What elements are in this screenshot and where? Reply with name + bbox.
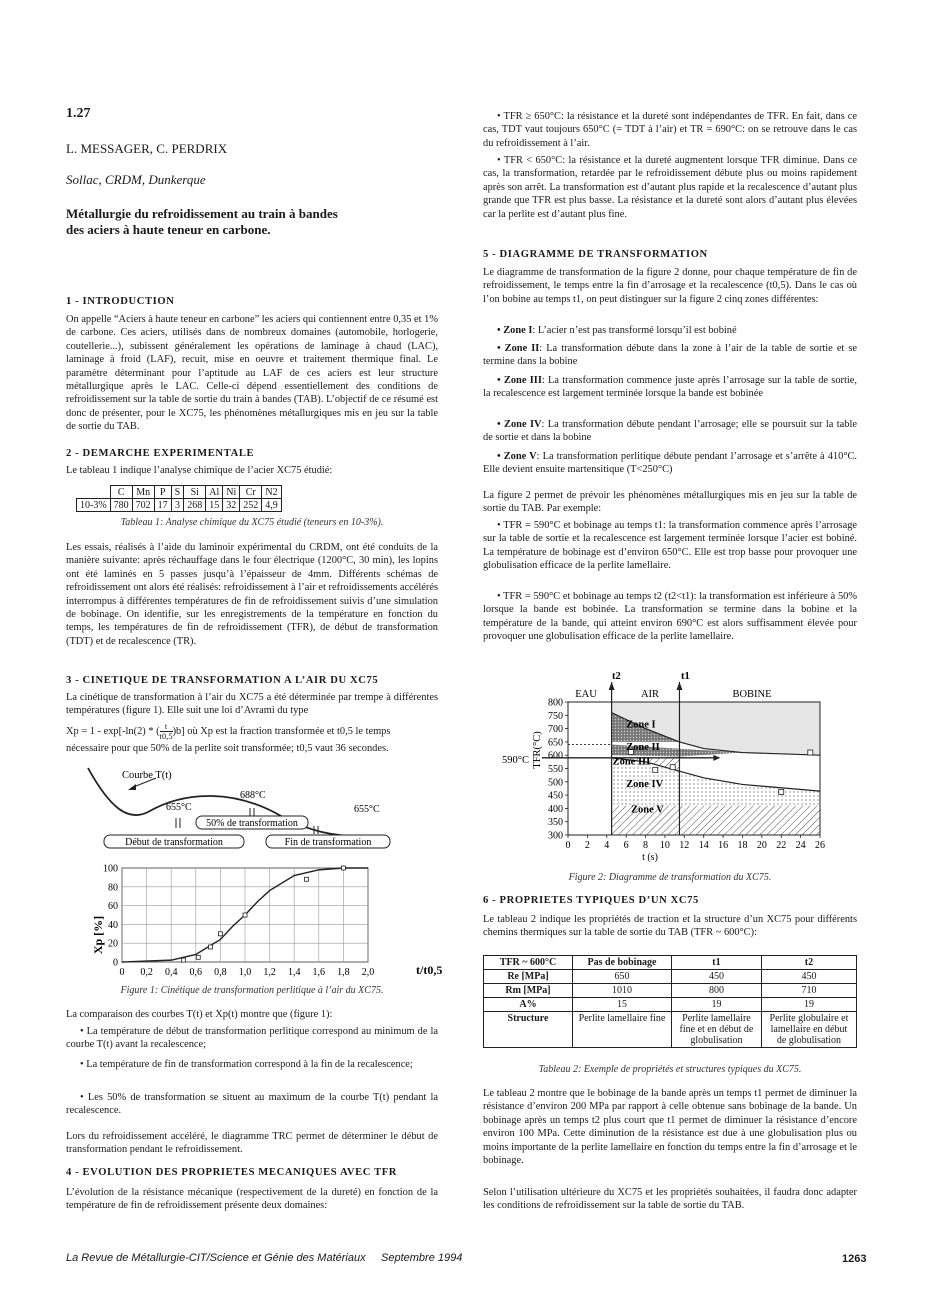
formula-part-b: )b] où Xp est la fraction transformée et t0,5 le temps xyxy=(172,725,391,737)
table-2-cell: Re [MPa] xyxy=(484,970,573,984)
tfr-bullet-1: • TFR ≥ 650°C: la résistance et la dureté sont indépendantes de TFR. En fait, dans ce cas, TDT vaut toujours 650°C (= TDT à l’air) et TR = 690°C: on se retrouve dans le cas du refroidissement à l’air. xyxy=(483,111,857,149)
fig1-data-point xyxy=(218,932,222,936)
fig1-x-tick-label: 0,4 xyxy=(164,967,178,978)
figure-2 xyxy=(500,670,840,870)
fig2-marker xyxy=(779,789,784,794)
fig1-data-point xyxy=(305,877,309,881)
table-1-cell: 702 xyxy=(132,499,154,512)
formula-numerator: t xyxy=(160,722,173,732)
table-2-cell: 1010 xyxy=(573,984,672,998)
table-2-cell: 800 xyxy=(672,984,762,998)
article-number: 1.27 xyxy=(66,106,91,121)
section-3-after-figure: La comparaison des courbes T(t) et Xp(t) montre que (figure 1): xyxy=(66,1009,333,1020)
zone-text: : La transformation commence juste après l’arrosage sur la table de sortie, la recalescence est largement terminée lorsque la bande est bobinée xyxy=(483,375,857,400)
fig2-x-tick-label: 6 xyxy=(623,840,629,851)
table-2-cell: 710 xyxy=(761,984,856,998)
t1-label: t1 xyxy=(681,671,690,682)
table-2-cell: 19 xyxy=(672,998,762,1012)
fig1-y-tick-label: 60 xyxy=(108,901,118,913)
zone-item xyxy=(483,374,857,401)
table-2-header: TFR ~ 600°C xyxy=(484,956,573,970)
table-2 xyxy=(483,955,857,1048)
section-5-heading: 5 - DIAGRAMME DE TRANSFORMATION xyxy=(483,249,708,260)
fig1-y-tick-label: 20 xyxy=(108,938,118,950)
table-1-header: Si xyxy=(184,486,206,499)
fig2-t1-line-arrowhead xyxy=(676,682,682,690)
section-4-text: L’évolution de la résistance mécanique (respectivement de la dureté) en fonction de la température de fin de refroidissement présente deux domaines: xyxy=(66,1187,438,1212)
table-1-value-row xyxy=(77,499,282,512)
table-2-header-row xyxy=(484,956,857,970)
fig2-x-tick-label: 2 xyxy=(584,840,590,851)
fig1-x-tick-label: 0,6 xyxy=(189,967,203,978)
table-1-cell: 15 xyxy=(206,499,223,512)
fig2-x-tick-label: 24 xyxy=(795,840,806,851)
section-5-para-2: La figure 2 permet de prévoir les phénomènes métallurgiques mis en jeu sur la table de sortie du TAB. Par exemple: xyxy=(483,490,857,515)
table-1-header: Mn xyxy=(132,486,154,499)
section-2-heading: 2 - DEMARCHE EXPERIMENTALE xyxy=(66,448,255,459)
zone-air-label: AIR xyxy=(640,689,660,700)
table-1-header: Cr xyxy=(240,486,262,499)
table-2-row xyxy=(484,984,857,998)
authors: L. MESSAGER, C. PERDRIX xyxy=(66,141,228,156)
table-2-cell: 450 xyxy=(672,970,762,984)
box-end-label: Fin de transformation xyxy=(284,837,372,848)
fig2-y-tick-label: 500 xyxy=(548,777,563,789)
fig1-y-tick-label: 0 xyxy=(113,957,118,969)
fig2-marker xyxy=(653,767,658,772)
figure-2-caption: Figure 2: Diagramme de transformation du XC75. xyxy=(568,872,772,883)
table-2-row xyxy=(484,998,857,1012)
temp-peak-label: 688°C xyxy=(240,790,266,801)
fig2-y-axis-label: TFR(°C) xyxy=(532,731,543,769)
fig1-y-axis-label: Xp [%] xyxy=(91,915,105,955)
fig2-y-tick-label: 800 xyxy=(548,697,563,709)
section-3-bullet: • La température de fin de transformation correspond à la fin de la recalescence; xyxy=(80,1059,413,1070)
table-2-cell: Perlite lamellaire fine et en début de globulisation xyxy=(672,1012,762,1048)
fig2-y-tick-label: 400 xyxy=(548,803,563,815)
title-line-2: des aciers à haute teneur en carbone. xyxy=(66,222,271,237)
figure-1-caption: Figure 1: Cinétique de transformation perlitique à l’air du XC75. xyxy=(120,985,384,996)
fig2-plot-area xyxy=(542,682,825,851)
zone-name: • Zone I xyxy=(497,325,533,336)
table-1-cell: 32 xyxy=(223,499,240,512)
zone-text: : La transformation débute dans la zone à l’air de la table de sortie et se termine dans la bobine xyxy=(483,343,857,368)
table-2-cell: 15 xyxy=(573,998,672,1012)
fig2-x-tick-label: 0 xyxy=(565,840,571,851)
table-2-header: t1 xyxy=(672,956,762,970)
zone-name: • Zone III xyxy=(497,375,542,386)
fig1-y-tick-label: 100 xyxy=(103,863,118,875)
fig2-y-tick-label: 700 xyxy=(548,724,563,736)
figure-1 xyxy=(76,760,446,1000)
fig1-x-tick-label: 1,4 xyxy=(287,967,301,978)
table-1-cell: 17 xyxy=(154,499,171,512)
fig2-590-arrowhead xyxy=(713,755,720,761)
section-2-intro: Le tableau 1 indique l’analyse chimique de l’acier XC75 étudié: xyxy=(66,465,333,476)
table-1-unit: 10-3% xyxy=(77,499,111,512)
fig1-data-point xyxy=(196,955,200,959)
formula-denominator: t0,5 xyxy=(159,731,173,741)
fig1-y-tick-label: 80 xyxy=(108,882,118,894)
table-1-header-row xyxy=(77,486,282,499)
zone-item xyxy=(483,450,857,477)
fig2-zone-iv-label: Zone IV xyxy=(626,779,664,791)
table-1-header: Ni xyxy=(223,486,240,499)
fig1-x-tick-label: 1,8 xyxy=(337,967,350,978)
fig1-data-point xyxy=(341,866,345,870)
fig1-data-point xyxy=(209,945,213,949)
title-line-1: Métallurgie du refroidissement au train à bandes xyxy=(66,206,338,221)
section-3-bullet: • Les 50% de transformation se situent au maximum de la courbe T(t) pendant la recalescence. xyxy=(66,1092,438,1117)
zone-text: : L’acier n’est pas transformé lorsqu’il est bobiné xyxy=(532,325,737,336)
example-1: • TFR = 590°C et bobinage au temps t1: la transformation commence après l’arrosage sur la table de sortie et la recalescence est largement terminée lorsque l’acier est bobiné. La température de bobinage est d’environ 650°C. Elle est trop basse pour provoquer une globulisation efficace de la perlite lamellaire. xyxy=(483,520,857,572)
fig2-y-tick-label: 600 xyxy=(548,750,563,762)
table-2-cell: Perlite globulaire et lamellaire en début de globulisation xyxy=(761,1012,856,1048)
zone-text: : La transformation débute pendant l’arrosage; elle se poursuit sur la table de sortie et dans la bobine xyxy=(483,419,857,444)
fig2-x-tick-label: 26 xyxy=(815,840,825,851)
affiliation: Sollac, CRDM, Dunkerque xyxy=(66,172,206,187)
tfr-590-label: 590°C xyxy=(502,755,529,766)
section-3-text-1: La cinétique de transformation à l’air du XC75 a été déterminée par trempe à différentes températures (figure 1). Elle suit une loi d’Avrami du type xyxy=(66,692,438,717)
table-2-cell: Rm [MPa] xyxy=(484,984,573,998)
section-1-text: On appelle “Aciers à haute teneur en carbone” les aciers qui contiennent entre 0,35 et 1% de carbone. Ces aciers, utilisés dans de nombreux domaines (automobile, horlogerie, coutellerie...), subissent généralement les opérations de laminage à chaud (LAC), laminage à froid (LAF), recuit, mise en oeuvre et traitement thermique final. Le paramètre déterminant pour l’aptitude au LAF de ces aciers est leur structure métallurgique après le LAC. Celle-ci dépend essentiellement des conditions de refroidissement sur la table de sortie du train à bandes (TAB). L’objectif de ce résumé est donc de présenter, pour le XC75, les phénomènes métallurgiques mis en jeu sur la table de sortie du TAB. xyxy=(66,314,438,433)
section-3-text-2: nécessaire pour que 50% de la perlite soit transformée; t0,5 vaut 36 secondes. xyxy=(66,743,389,754)
table-1-header: C xyxy=(110,486,132,499)
fig2-zone-ii-label: Zone II xyxy=(626,741,660,753)
table-1-header: N2 xyxy=(262,486,282,499)
fig2-y-tick-label: 550 xyxy=(548,764,563,775)
fig2-y-tick-label: 450 xyxy=(548,790,563,802)
fig2-zone-i-label: Zone I xyxy=(626,719,656,731)
table-2-row xyxy=(484,970,857,984)
section-1-heading: 1 - INTRODUCTION xyxy=(66,296,175,307)
fig2-y-tick-label: 650 xyxy=(548,737,563,749)
table-1-cell: 252 xyxy=(240,499,262,512)
section-5-intro: Le diagramme de transformation de la figure 2 donne, pour chaque température de fin de refroidissement, le temps entre la fin d’arrosage et la recalescence (t0,5). Dans le cas où l’on bobine au temps t1, on peut distinguer sur la figure 2 cinq zones différentes: xyxy=(483,267,857,305)
fig2-x-tick-label: 4 xyxy=(604,840,610,851)
table-2-caption: Tableau 2: Exemple de propriétés et structures typiques du XC75. xyxy=(538,1064,802,1075)
fig1-x-tick-label: 0,8 xyxy=(214,967,227,978)
avrami-formula xyxy=(66,722,438,741)
formula-part-a: Xp = 1 - exp[-ln(2) * ( xyxy=(66,725,160,737)
table-2-cell: A% xyxy=(484,998,573,1012)
zone-item xyxy=(483,418,857,445)
fig2-x-tick-label: 14 xyxy=(698,840,709,851)
example-2: • TFR = 590°C et bobinage au temps t2 (t2<t1): la transformation est inférieure à 50% lorsque la bande est bobinée. La transformation se termine dans la bobine et la température de la bande, qui atteint environ 690°C est alors suffisamment élevée pour provoquer une globulisation efficace de la perlite lamellaire. xyxy=(483,591,857,643)
temp-right-label: 655°C xyxy=(354,804,380,815)
fig2-x-tick-label: 12 xyxy=(679,840,690,851)
footer-journal: La Revue de Métallurgie-CIT/Science et Génie des Matériaux xyxy=(66,1252,366,1264)
section-2-text: Les essais, réalisés à l’aide du laminoir expérimental du CRDM, ont été conduits de la manière suivante: après réchauffage dans le four électrique (1200°C, 30 min), les lopins ont été laminés en 5 passes jusqu’à l’épaisseur de 4mm. Différents schémas de refroidissement ont alors été réalisés: refroidissement à l’air et refroidissements accélérés interrompus à différentes températures de fin de refroidissement suivis d’une simulation de bobinage. On identifie, sur les enregistrements de la température en fonction du temps, les températures de fin de refroidissement (TFR), de début de transformation (TDT) et de recalescence (TR). xyxy=(66,542,438,647)
box-50-percent-label: 50% de transformation xyxy=(206,818,298,829)
table-2-header: Pas de bobinage xyxy=(573,956,672,970)
zone-name: • Zone II xyxy=(497,343,540,354)
fig1-x-tick-label: 1,0 xyxy=(238,967,252,978)
table-1-header: Al xyxy=(206,486,223,499)
fig2-zone-iii-label: Zone III xyxy=(612,756,651,768)
table-2-header: t2 xyxy=(761,956,856,970)
fig1-x-tick-label: 0,2 xyxy=(140,967,153,978)
fig2-zone-v-label: Zone V xyxy=(631,804,664,816)
fig1-data-point xyxy=(243,913,247,917)
tfr-bullet-2: • TFR < 650°C: la résistance et la dureté augmentent lorsque TFR diminue. Dans ce cas, la transformation, retardée par le refroidissement débute plus ou moins rapidement après son arrêt. La transformation est d’autant plus rapide et la recalescence d’autant plus grande que TFR est plus basse. La résistance et la dureté sont alors d’autant plus élevées car la perlite est d’autant plus fine. xyxy=(483,155,857,220)
section-4-heading: 4 - EVOLUTION DES PROPRIETES MECANIQUES AVEC TFR xyxy=(66,1167,398,1178)
fig1-x-tick-label: 0 xyxy=(119,967,125,978)
formula-fraction xyxy=(160,722,173,741)
section-3-heading: 3 - CINETIQUE DE TRANSFORMATION A L’AIR DU XC75 xyxy=(66,675,379,686)
table-1-cell: 780 xyxy=(110,499,132,512)
fig1-x-tick-label: 1,6 xyxy=(312,967,326,978)
table-2-row xyxy=(484,1012,857,1048)
zone-bobine-label: BOBINE xyxy=(732,689,772,700)
fig2-marker xyxy=(670,765,675,770)
fig2-t2-line-arrowhead xyxy=(609,682,615,690)
article-title xyxy=(66,206,338,238)
zone-eau-label: EAU xyxy=(575,689,597,700)
fig2-x-axis-label: t (s) xyxy=(642,852,658,863)
section-6-intro: Le tableau 2 indique les propriétés de traction et la structure d’un XC75 pour différents chemins thermiques sur la table de sortie du TAB (TFR ~ 600°C): xyxy=(483,914,857,939)
fig2-x-tick-label: 16 xyxy=(718,840,729,851)
fig1-plot-area xyxy=(103,864,374,979)
section-6-para-1: Le tableau 2 montre que le bobinage de la bande après un temps t1 permet de diminuer la résistance d’environ 200 MPa par rapport à celle obtenue sans bobinage de la bande. Un bobinage après un temps t2 plus court que t1 permet de diminuer la résistance d’encore environ 100 MPa. Cette diminution de la résistance est due à une globulisation plus ou moins importante de la perlite lamellaire en fonction du temps entre la fin d’arrosage et le bobinage. xyxy=(483,1088,857,1167)
curve-label-arrowhead xyxy=(128,784,136,790)
fig2-x-tick-label: 18 xyxy=(737,840,748,851)
fig2-x-tick-label: 10 xyxy=(659,840,670,851)
fig1-x-axis-label: t/t0,5 xyxy=(416,963,443,977)
table-2-cell: 650 xyxy=(573,970,672,984)
t2-label: t2 xyxy=(612,671,621,682)
section-3-final: Lors du refroidissement accéléré, le diagramme TRC permet de déterminer le début de transformation pendant le refroidissement. xyxy=(66,1131,438,1156)
fig2-y-tick-label: 350 xyxy=(548,817,563,829)
fig1-x-tick-label: 2,0 xyxy=(361,967,375,978)
curve-label: Courbe T(t) xyxy=(122,770,172,781)
fig2-x-tick-label: 22 xyxy=(776,840,787,851)
table-1-cell: 268 xyxy=(184,499,206,512)
box-start-label: Début de transformation xyxy=(125,837,223,848)
table-2-cell: Perlite lamellaire fine xyxy=(573,1012,672,1048)
table-1-header: S xyxy=(171,486,184,499)
zone-text: : La transformation perlitique débute pendant l’arrosage et s’arrête à 410°C. Elle devient ensuite martensitique (T<250°C) xyxy=(483,451,858,476)
fig2-marker xyxy=(808,750,813,755)
table-2-cell: Structure xyxy=(484,1012,573,1048)
page-number: 1263 xyxy=(842,1253,867,1265)
fig2-y-tick-label: 750 xyxy=(548,710,563,722)
fig1-y-tick-label: 40 xyxy=(108,919,118,931)
zone-name: • Zone IV xyxy=(497,419,542,430)
table-2-cell: 19 xyxy=(761,998,856,1012)
zone-item xyxy=(483,324,857,337)
table-1 xyxy=(76,485,282,512)
fig1-data-point xyxy=(182,958,186,962)
fig2-x-tick-label: 20 xyxy=(756,840,767,851)
section-6-para-2: Selon l’utilisation ultérieure du XC75 et les propriétés souhaitées, il faudra donc adapter les conditions de refroidissement sur la table de sortie du TAB. xyxy=(483,1187,857,1212)
zone-item xyxy=(483,342,857,369)
zone-name: • Zone V xyxy=(497,451,537,462)
table-1-cell: 3 xyxy=(171,499,184,512)
table-1-cell: 4,9 xyxy=(262,499,282,512)
section-6-heading: 6 - PROPRIETES TYPIQUES D’UN XC75 xyxy=(483,895,699,906)
section-3-bullet: • La température de début de transformation perlitique correspond au minimum de la courbe T(t) avant la recalescence; xyxy=(66,1026,438,1051)
table-1-caption: Tableau 1: Analyse chimique du XC75 étudié (teneurs en 10-3%). xyxy=(120,517,384,528)
temp-left-label: 655°C xyxy=(166,802,192,813)
table-2-cell: 450 xyxy=(761,970,856,984)
fig1-x-tick-label: 1,2 xyxy=(263,967,276,978)
fig2-y-tick-label: 300 xyxy=(548,830,563,842)
table-1-header: P xyxy=(154,486,171,499)
footer-date: Septembre 1994 xyxy=(381,1252,463,1264)
fig2-x-tick-label: 8 xyxy=(643,840,649,851)
